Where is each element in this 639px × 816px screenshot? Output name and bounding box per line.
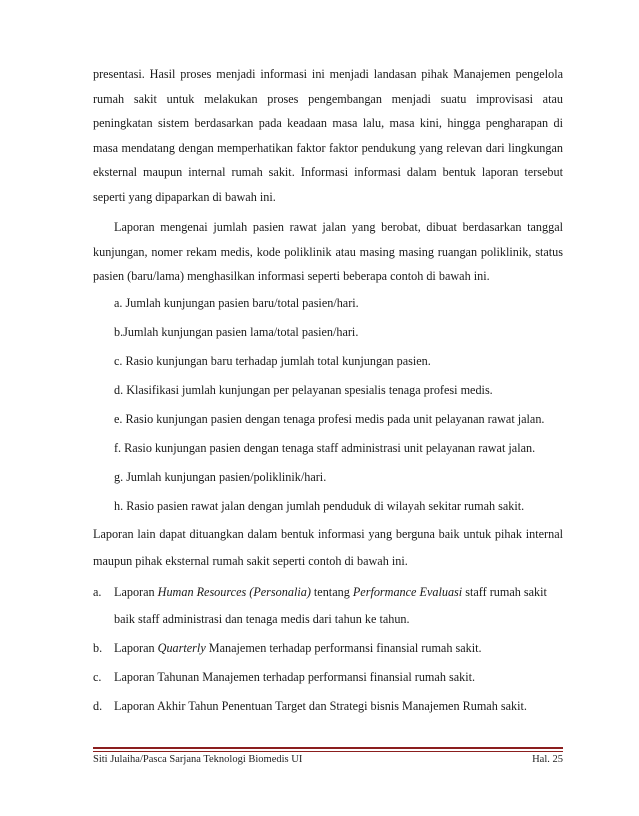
list-item: e. Rasio kunjungan pasien dengan tenaga profesi medis pada unit pelayanan rawat jalan. [114, 411, 545, 426]
page-body [93, 62, 563, 722]
text: Laporan Akhir Tahun Penentuan Target dan Strategi bisnis Manajemen Rumah sakit. [114, 698, 527, 713]
list-item: f. Rasio kunjungan pasien dengan tenaga staff administrasi unit pelayanan rawat jalan. [114, 440, 536, 455]
page-number: Hal. 25 [532, 754, 563, 765]
text: staff rumah sakit baik staff administrasi dan tenaga medis dari tahun ke tahun. [114, 584, 547, 626]
text: Laporan Tahunan Manajemen terhadap performansi finansial rumah sakit. [114, 669, 476, 684]
list-item-label: d. [93, 698, 103, 713]
paragraph-laporan-lain: Laporan lain dapat dituangkan dalam bentuk informasi yang berguna baik untuk pihak internal maupun pihak eksternal rumah sakit seperti contoh di bawah ini. [93, 526, 563, 568]
list-item: a. Jumlah kunjungan pasien baru/total pasien/hari. [114, 295, 359, 310]
paragraph-rawat-jalan: Laporan mengenai jumlah pasien rawat jalan yang berobat, dibuat berdasarkan tanggal kunjungan, nomer rekam medis, kode poliklinik atau masing masing ruangan poliklinik, status pasien (baru/lama) menghasilkan informasi seperti beberapa contoh di bawah ini. [93, 220, 563, 283]
report-list-rawat-jalan [93, 289, 563, 521]
text: tentang [310, 584, 353, 599]
footer-divider-thin [93, 751, 563, 752]
list-item-label: a. [93, 584, 102, 599]
footer-author: Siti Julaiha/Pasca Sarjana Teknologi Biomedis UI [93, 754, 303, 765]
list-item [93, 635, 563, 662]
list-item: h. Rasio pasien rawat jalan dengan jumlah penduduk di wilayah sekitar rumah sakit. [114, 498, 525, 513]
emphasis-text: Quarterly [157, 640, 206, 655]
list-item [93, 579, 563, 633]
list-item: d. Klasifikasi jumlah kunjungan per pelayanan spesialis tenaga profesi medis. [114, 382, 493, 397]
footer-divider [93, 747, 563, 749]
list-item [93, 693, 563, 720]
text: Manajemen terhadap performansi finansial rumah sakit. [205, 640, 482, 655]
text: Laporan [114, 640, 158, 655]
report-list-other [93, 579, 563, 720]
emphasis-text: Performance Evaluasi [352, 584, 463, 599]
emphasis-text: Human Resources (Personalia) [157, 584, 311, 599]
list-item [93, 664, 563, 691]
list-item-label: c. [93, 669, 102, 684]
list-item: c. Rasio kunjungan baru terhadap jumlah total kunjungan pasien. [114, 353, 431, 368]
paragraph-intro: presentasi. Hasil proses menjadi informasi ini menjadi landasan pihak Manajemen pengelola rumah sakit untuk melakukan proses pengembangan menjadi suatu improvisasi atau peningkatan sistem berdasarkan pada keadaan masa lalu, masa kini, hingga pengharapan di masa mendatang dengan memperhatikan faktor faktor pendukung yang relevan dari lingkungan eksternal maupun internal rumah sakit. Informasi informasi dalam bentuk laporan tersebut seperti yang dipaparkan di bawah ini. [93, 67, 563, 204]
list-item-label: b. [93, 640, 103, 655]
list-item: g. Jumlah kunjungan pasien/poliklinik/hari. [114, 469, 327, 484]
text: Laporan [114, 584, 158, 599]
list-item: b.Jumlah kunjungan pasien lama/total pasien/hari. [114, 324, 359, 339]
